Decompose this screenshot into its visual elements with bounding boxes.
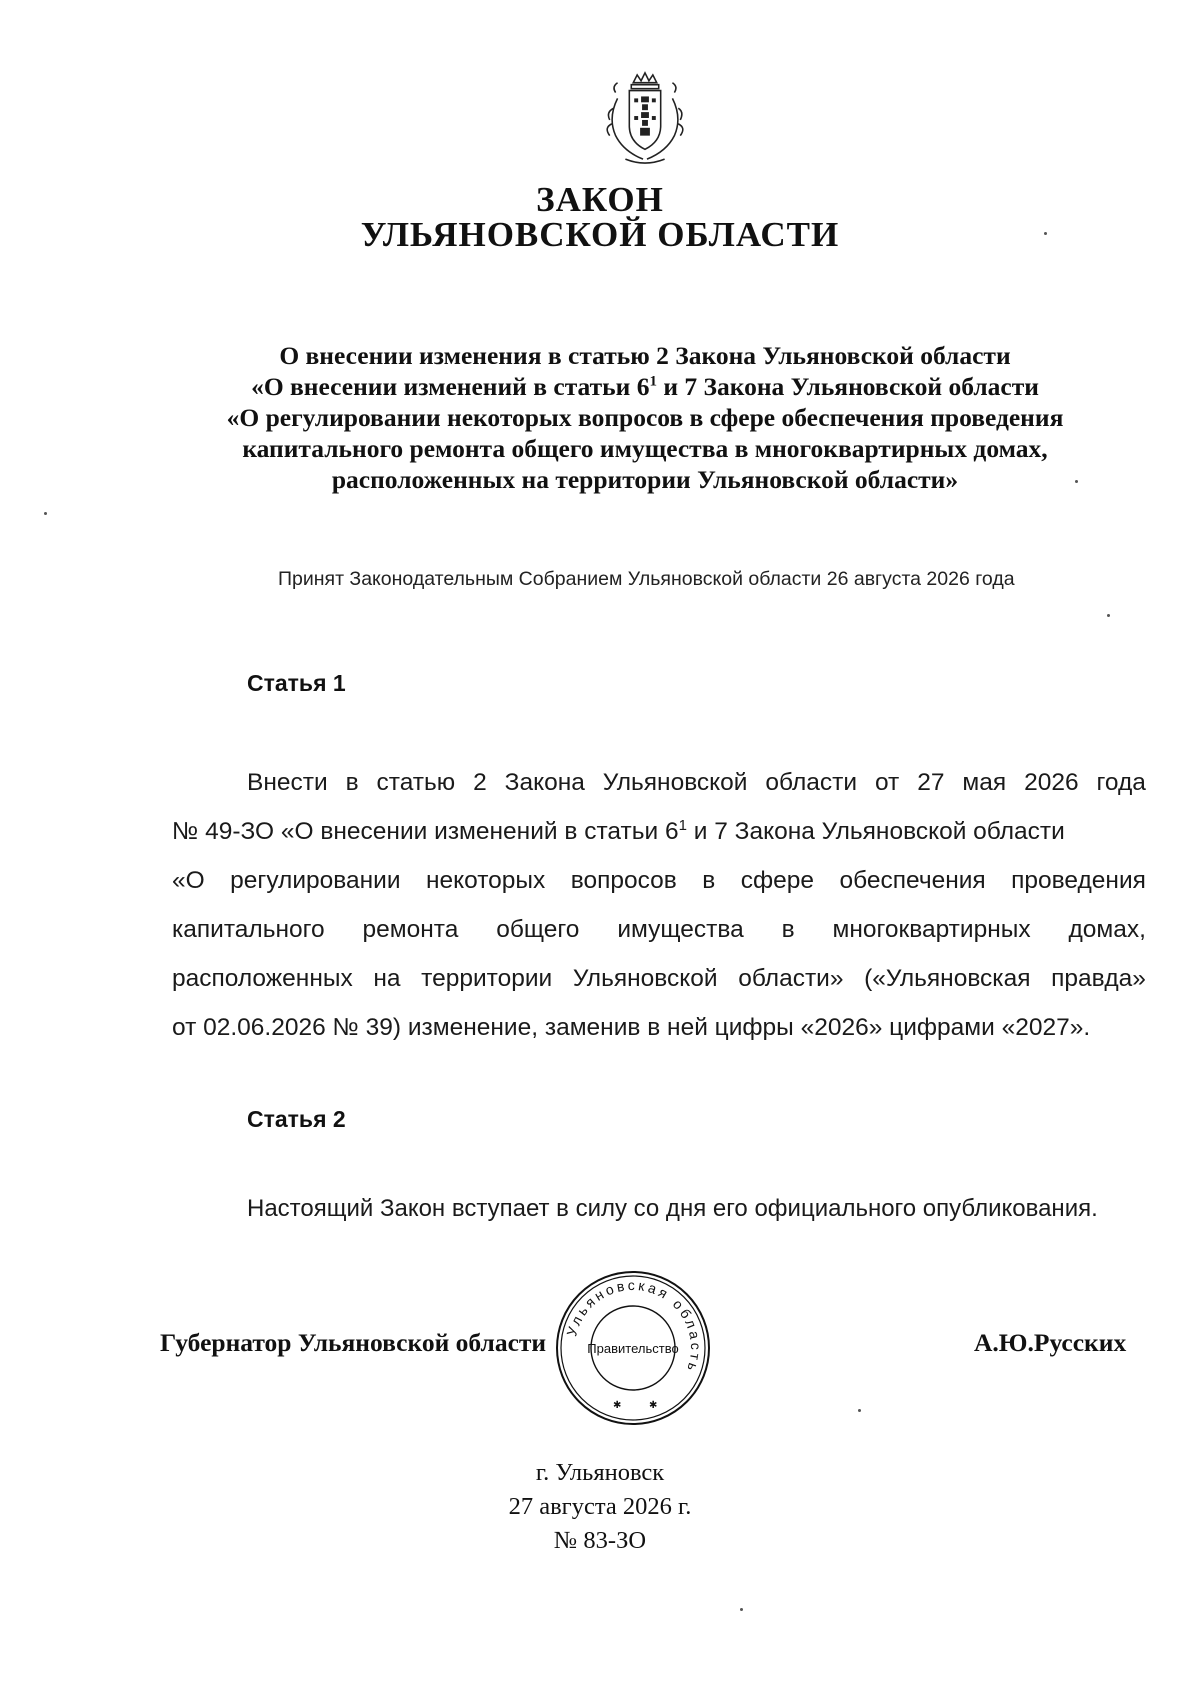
- seal-center-text: Правительство: [587, 1341, 679, 1356]
- word: 27: [917, 769, 945, 796]
- word: на: [373, 965, 401, 992]
- seal-ring-text: Ульяновская область: [563, 1276, 705, 1377]
- svg-text:✱: ✱: [613, 1400, 622, 1411]
- word: от: [874, 769, 900, 796]
- word: в: [345, 769, 359, 796]
- word: Ульяновской: [572, 965, 718, 992]
- word: Закона: [504, 769, 585, 796]
- word: ремонта: [362, 916, 459, 943]
- article-1-body: [172, 758, 1146, 1052]
- word: года: [1096, 769, 1146, 796]
- svg-text:✱: ✱: [649, 1400, 658, 1411]
- subject-line: «О внесении изменений в статьи $6^1$ и 7 Закона Ульяновской области: [251, 372, 1039, 401]
- word: Внести: [247, 769, 328, 796]
- word: («Ульяновская: [864, 965, 1031, 992]
- superscript-index: 1: [678, 816, 687, 834]
- article-1-heading: Статья 1: [247, 670, 346, 696]
- word: домах,: [1068, 916, 1146, 943]
- paragraph-line: [172, 954, 1146, 1003]
- word: Ульяновской: [602, 769, 748, 796]
- word: имущества: [617, 916, 744, 943]
- subject-line: капитального ремонта общего имущества в многоквартирных домах,: [242, 434, 1048, 463]
- paragraph-line: № 49-ЗО «О внесении изменений в статьи $6^1$ и 7 Закона Ульяновской области: [172, 816, 1065, 845]
- word: капитального: [172, 916, 325, 943]
- word: мая: [962, 769, 1007, 796]
- law-number: № 83-ЗО: [553, 1527, 647, 1554]
- place-of-signing: г. Ульяновск: [535, 1459, 665, 1486]
- word: статью: [376, 769, 456, 796]
- article-2-heading: Статья 2: [247, 1106, 346, 1132]
- paragraph-line: [172, 905, 1146, 954]
- official-seal-stamp: [553, 1268, 713, 1428]
- issuing-region-title: УЛЬЯНОВСКОЙ ОБЛАСТИ: [360, 215, 840, 254]
- scan-speck: [1107, 614, 1110, 617]
- word: регулировании: [230, 867, 401, 894]
- subject-line: «О регулировании некоторых вопросов в сфере обеспечения проведения: [226, 403, 1064, 432]
- scan-speck: [44, 512, 47, 515]
- word: в: [781, 916, 795, 943]
- word: многоквартирных: [832, 916, 1031, 943]
- word: расположенных: [172, 965, 353, 992]
- word: некоторых: [426, 867, 546, 894]
- word: области»: [738, 965, 844, 992]
- article-2-body: Настоящий Закон вступает в силу со дня его официального опубликования.: [247, 1195, 1098, 1222]
- scan-speck: [1044, 232, 1047, 235]
- signatory-name: А.Ю.Русских: [974, 1328, 1127, 1357]
- word: 2026: [1024, 769, 1079, 796]
- word: вопросов: [570, 867, 677, 894]
- subject-line: расположенных на территории Ульяновской области»: [331, 465, 959, 494]
- adoption-note: Принят Законодательным Собранием Ульяновской области 26 августа 2026 года: [278, 568, 1015, 590]
- scan-speck: [1075, 480, 1078, 483]
- word: обеспечения: [839, 867, 986, 894]
- word: территории: [421, 965, 553, 992]
- word: проведения: [1011, 867, 1146, 894]
- signatory-title: Губернатор Ульяновской области: [160, 1328, 547, 1357]
- word: сфере: [740, 867, 815, 894]
- coat-of-arms-emblem: [596, 68, 694, 168]
- paragraph-line: [172, 856, 1146, 905]
- paragraph-line: [172, 758, 1146, 807]
- superscript-index: 1: [649, 373, 657, 390]
- subject-line: О внесении изменения в статью 2 Закона Ульяновской области: [279, 341, 1011, 370]
- signing-date: 27 августа 2026 г.: [508, 1493, 692, 1520]
- word: правда»: [1051, 965, 1146, 992]
- word: в: [702, 867, 716, 894]
- word: 2: [473, 769, 487, 796]
- word: области: [765, 769, 858, 796]
- scan-speck: [740, 1608, 743, 1611]
- scan-speck: [858, 1409, 861, 1412]
- word: «О: [172, 867, 205, 894]
- law-subject-heading: [150, 340, 1140, 495]
- paragraph-line: от 02.06.2026 № 39) изменение, заменив в ней цифры «2026» цифрами «2027».: [172, 1014, 1091, 1041]
- document-type-title: ЗАКОН: [536, 180, 664, 219]
- word: общего: [496, 916, 580, 943]
